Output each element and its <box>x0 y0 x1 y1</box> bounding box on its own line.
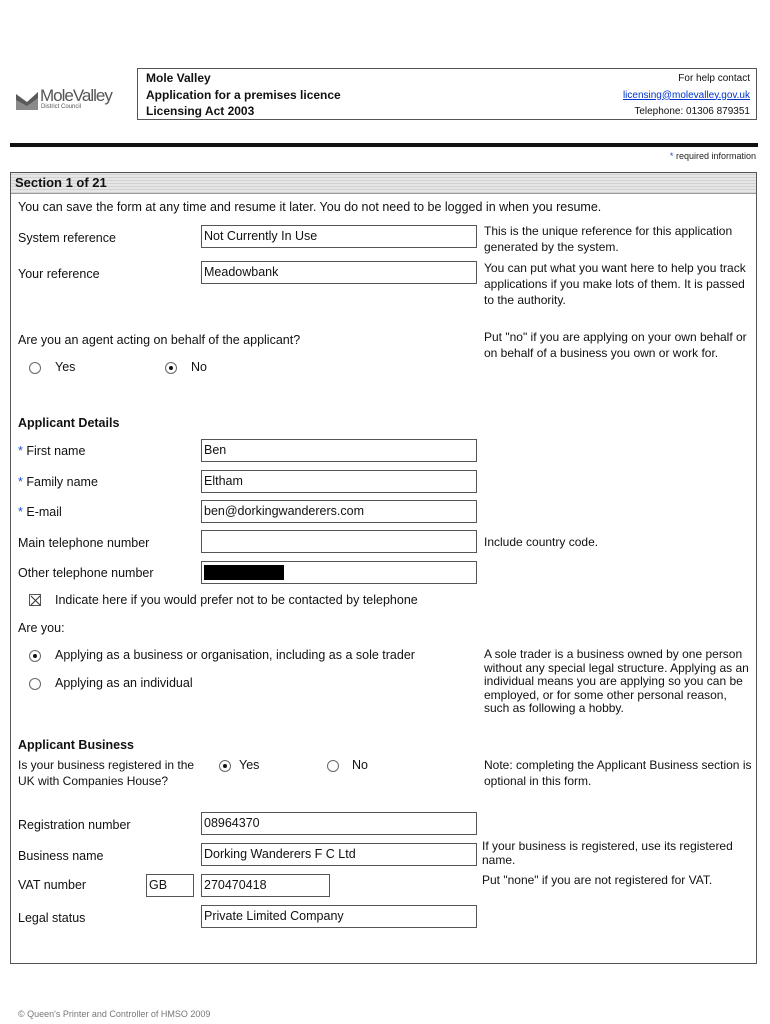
registered-yes-label: Yes <box>239 758 260 772</box>
vat-number-help: Put "none" if you are not registered for VAT. <box>482 873 713 887</box>
council-name: Mole Valley <box>146 71 211 85</box>
no-phone-contact-label: Indicate here if you would prefer not to be contacted by telephone <box>55 593 418 607</box>
system-reference-label: System reference <box>18 231 116 245</box>
first-name-input[interactable]: Ben <box>201 439 477 462</box>
agent-no-radio[interactable] <box>165 362 177 374</box>
your-reference-help: You can put what you want here to help you track applications if you make lots of them. It is passed to the authority. <box>484 261 746 307</box>
email-star: * <box>18 505 23 519</box>
agent-question: Are you an agent acting on behalf of the applicant? <box>18 333 301 347</box>
registered-no-radio[interactable] <box>327 760 339 772</box>
council-logo <box>16 88 122 114</box>
other-phone-input[interactable] <box>201 561 477 584</box>
family-name-input[interactable]: Eltham <box>201 470 477 493</box>
your-reference-field[interactable]: Meadowbank <box>201 261 477 284</box>
system-reference-field[interactable]: Not Currently In Use <box>201 225 477 248</box>
help-telephone: Telephone: 01306 879351 <box>634 106 750 117</box>
section-header-bar <box>11 173 756 194</box>
are-you-label: Are you: <box>18 621 65 635</box>
registration-number-label: Registration number <box>18 818 131 832</box>
first-name-label <box>18 444 85 458</box>
main-phone-help: Include country code. <box>484 535 599 549</box>
act-title: Licensing Act 2003 <box>146 104 255 118</box>
legal-status-input[interactable]: Private Limited Company <box>201 905 477 928</box>
email-label <box>18 505 62 519</box>
required-note-text: required information <box>675 151 756 161</box>
registered-yes-radio[interactable] <box>219 760 231 772</box>
agent-yes-radio[interactable] <box>29 362 41 374</box>
family-name-label <box>18 475 98 489</box>
other-phone-label: Other telephone number <box>18 566 154 580</box>
help-email-link[interactable]: licensing@molevalley.gov.uk <box>622 89 750 101</box>
redacted-phone-number <box>204 565 284 580</box>
business-radio[interactable] <box>29 650 41 662</box>
section-intro: You can save the form at any time and resume it later. You do not need to be logged in when you resume. <box>18 200 602 214</box>
first-name-star: * <box>18 444 23 458</box>
family-name-label-text: Family name <box>26 475 98 489</box>
vat-country-prefix[interactable]: GB <box>146 874 194 897</box>
applicant-business-heading: Applicant Business <box>18 738 134 752</box>
no-phone-contact-checkbox[interactable] <box>29 594 41 606</box>
applicant-details-heading: Applicant Details <box>18 416 120 430</box>
family-name-star: * <box>18 475 23 489</box>
legal-status-label: Legal status <box>18 911 86 925</box>
email-label-text: E-mail <box>26 505 62 519</box>
logo-name: MoleValley <box>40 86 112 105</box>
section-title: Section 1 of 21 <box>15 175 107 190</box>
vat-number-input[interactable]: 270470418 <box>201 874 330 897</box>
copyright-footer: © Queen's Printer and Controller of HMSO 2009 <box>18 1009 211 1019</box>
system-reference-help: This is the unique reference for this application generated by the system. <box>484 224 733 254</box>
business-name-label: Business name <box>18 849 104 863</box>
business-name-help: If your business is registered, use its registered name. <box>482 839 733 867</box>
your-reference-label: Your reference <box>18 267 100 281</box>
registered-question: Is your business registered in the UK with Companies House? <box>18 758 195 788</box>
form-title <box>146 70 341 120</box>
agent-no-label: No <box>191 360 207 374</box>
header-divider <box>10 143 758 147</box>
help-contact <box>623 71 750 121</box>
business-name-input[interactable]: Dorking Wanderers F C Ltd <box>201 843 477 866</box>
required-star: * <box>669 151 674 161</box>
required-note <box>670 151 756 161</box>
registered-no-label: No <box>352 758 368 772</box>
individual-radio[interactable] <box>29 678 41 690</box>
agent-yes-label: Yes <box>55 360 76 374</box>
email-input[interactable]: ben@dorkingwanderers.com <box>201 500 477 523</box>
business-note: Note: completing the Applicant Business section is optional in this form. <box>484 758 752 788</box>
main-phone-input[interactable] <box>201 530 477 553</box>
individual-option-label: Applying as an individual <box>55 676 193 690</box>
first-name-label-text: First name <box>26 444 86 458</box>
hills-logo-icon <box>16 90 38 110</box>
vat-number-label: VAT number <box>18 878 87 892</box>
logo-subtitle: District Council <box>41 104 82 110</box>
business-option-label: Applying as a business or organisation, including as a sole trader <box>55 648 415 662</box>
main-phone-label: Main telephone number <box>18 536 150 550</box>
registration-number-input[interactable]: 08964370 <box>201 812 477 835</box>
application-title: Application for a premises licence <box>146 87 341 102</box>
header-box <box>137 68 757 120</box>
agent-help: Put "no" if you are applying on your own behalf or on behalf of a business you own or work for. <box>484 330 747 360</box>
help-label: For help contact <box>678 73 750 84</box>
are-you-help: A sole trader is a business owned by one person without any special legal structure. Applying as an individual means you are applying so you can be employed, or for some other personal reason, such as following a hobby. <box>484 647 749 715</box>
